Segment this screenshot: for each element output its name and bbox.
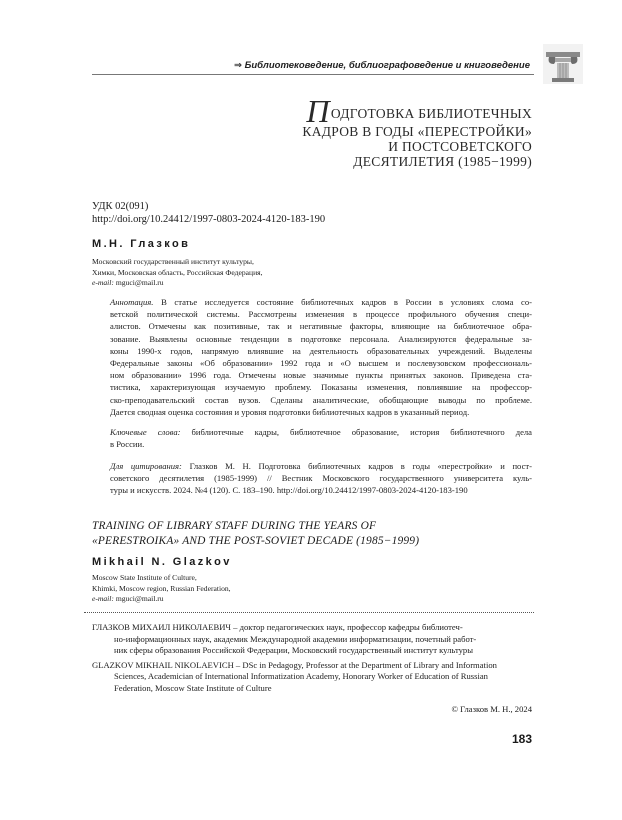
title-line-2: КАДРОВ В ГОДЫ «ПЕРЕСТРОЙКИ» [302, 124, 532, 139]
title-dropcap: П [306, 93, 330, 129]
abstract-line: тистика, характеризующая изучаемую проблему. Показаны изменения, повлиявшие на профессор- [110, 382, 532, 393]
author-name-en: Mikhail N. Glazkov [92, 556, 232, 568]
affiliation-en-line: Moscow State Institute of Culture, [92, 573, 197, 582]
bio-en-line: Federation, Moscow State Institute of Culture [114, 682, 272, 693]
bio-ru-line: но-информационных наук, академик Международной академии информатизации, почетный работ- [114, 633, 477, 644]
title-line-1 [212, 93, 532, 129]
bio-en-line: Sciences, Academician of International Informatization Academy, Honorary Worker of Education of Russian [114, 671, 488, 682]
abstract-line: зование. Выявлены основные тенденции в подготовке персонала. Анализируются федеральные за- [110, 333, 532, 344]
keywords [110, 426, 532, 450]
citation-line [110, 460, 532, 472]
bio-ru-line: ник сферы образования Российской Федерации, Московский государственный институт культуры [114, 645, 473, 656]
abstract-line-text: В статье исследуется состояние библиотечных кадров в России в условиях слома со- [161, 297, 533, 307]
abstract-line: ветской политической системы. Рассмотрены изменения в процессе профильного обучения специ- [110, 309, 532, 320]
abstract-line: алистов. Отмечены как позитивные, так и негативные факторы, влияющие на библиотечное обра- [110, 321, 532, 332]
affiliation-ru-line: Химки, Московская область, Российская Федерация, [92, 267, 263, 277]
page-number: 183 [511, 732, 532, 746]
author-name-ru: М.Н. Глазков [92, 238, 191, 250]
abstract-label: Аннотация. [110, 297, 154, 307]
abstract-line: Федеральные законы «Об образовании» 1992 года и «О высшем и послевузовском профессиональ- [110, 358, 532, 369]
abstract [110, 296, 532, 418]
doi-link[interactable]: http://doi.org/10.24412/1997-0803-2024-4120-183-190 [92, 214, 326, 225]
keywords-label: Ключевые слова: [110, 427, 181, 437]
abstract-line: ном образовании» 1996 года. Отмечены новые значимые пункты принятых законов. Приведена ста- [110, 370, 532, 381]
keywords-line [110, 426, 532, 438]
dotted-divider [84, 612, 534, 613]
article-title-ru [212, 93, 532, 169]
article-title-en [92, 519, 532, 549]
affiliation-en-line: Khimki, Moscow region, Russian Federation, [92, 583, 231, 593]
email-link[interactable]: mguci@mail.ru [115, 594, 164, 603]
header-rule [92, 74, 534, 75]
abstract-line [110, 296, 532, 308]
title-line-3: И ПОСТСОВЕТСКОГО [388, 139, 532, 154]
citation-line-text: Глазков М. Н. Подготовка библиотечных кадров в годы «перестройки» и пост- [189, 461, 532, 471]
citation-label: Для цитирования: [110, 461, 182, 471]
title-line-1-text: ОДГОТОВКА БИБЛИОТЕЧНЫХ [330, 106, 532, 121]
title-en-line: «PERESTROIKA» AND THE POST-SOVIET DECADE (1985−1999) [92, 535, 420, 547]
copyright-notice: © Глазков М. Н., 2024 [451, 704, 532, 714]
keywords-line: в России. [110, 439, 145, 450]
email-label: e-mail: [92, 278, 114, 287]
abstract-line: Дается сводная оценка состояния и уровня подготовки библиотечных кадров в указанный период. [110, 406, 470, 417]
abstract-line: ско-преподавательский состав вузов. Сделаны аналитические, обобщающие выводы по проблеме. [110, 394, 532, 405]
bio-ru-line: ГЛАЗКОВ МИХАИЛ НИКОЛАЕВИЧ – доктор педагогических наук, профессор кафедры библиотеч- [92, 622, 463, 632]
udk-code: УДК 02(091) [92, 201, 149, 212]
affiliation-ru [92, 257, 263, 289]
affiliation-ru-line: Московский государственный институт культуры, [92, 257, 254, 266]
author-bio [92, 622, 532, 695]
citation-line: советского десятилетия (1985-1999) // Вестник Московского государственного университета куль- [110, 473, 532, 484]
email-label: e-mail: [92, 594, 114, 603]
affiliation-en-email-line [92, 594, 231, 605]
email-link[interactable]: mguci@mail.ru [115, 278, 164, 287]
title-en-line: TRAINING OF LIBRARY STAFF DURING THE YEARS OF [92, 520, 377, 532]
citation [110, 460, 532, 497]
affiliation-en [92, 573, 231, 605]
column-capital-icon [543, 44, 583, 84]
citation-line: туры и искусств. 2024. №4 (120). С. 183–190. http://doi.org/10.24412/1997-0803-2024-4120-183-190 [110, 485, 468, 496]
running-header-section: ⇒ Библиотековедение, библиографоведение и книговедение [234, 60, 530, 71]
bio-en-line: GLAZKOV MIKHAIL NIKOLAEVICH – DSc in Pedagogy, Professor at the Department of Library and Information [92, 659, 497, 670]
title-line-4: ДЕСЯТИЛЕТИЯ (1985−1999) [353, 154, 532, 169]
keywords-line-text: библиотечные кадры, библиотечное образование, история библиотечного дела [191, 427, 532, 437]
affiliation-ru-email-line [92, 278, 263, 289]
abstract-line: коны 1990-х годов, напрямую влиявшие на деятельность образовательных учреждений. Выделены [110, 345, 532, 356]
